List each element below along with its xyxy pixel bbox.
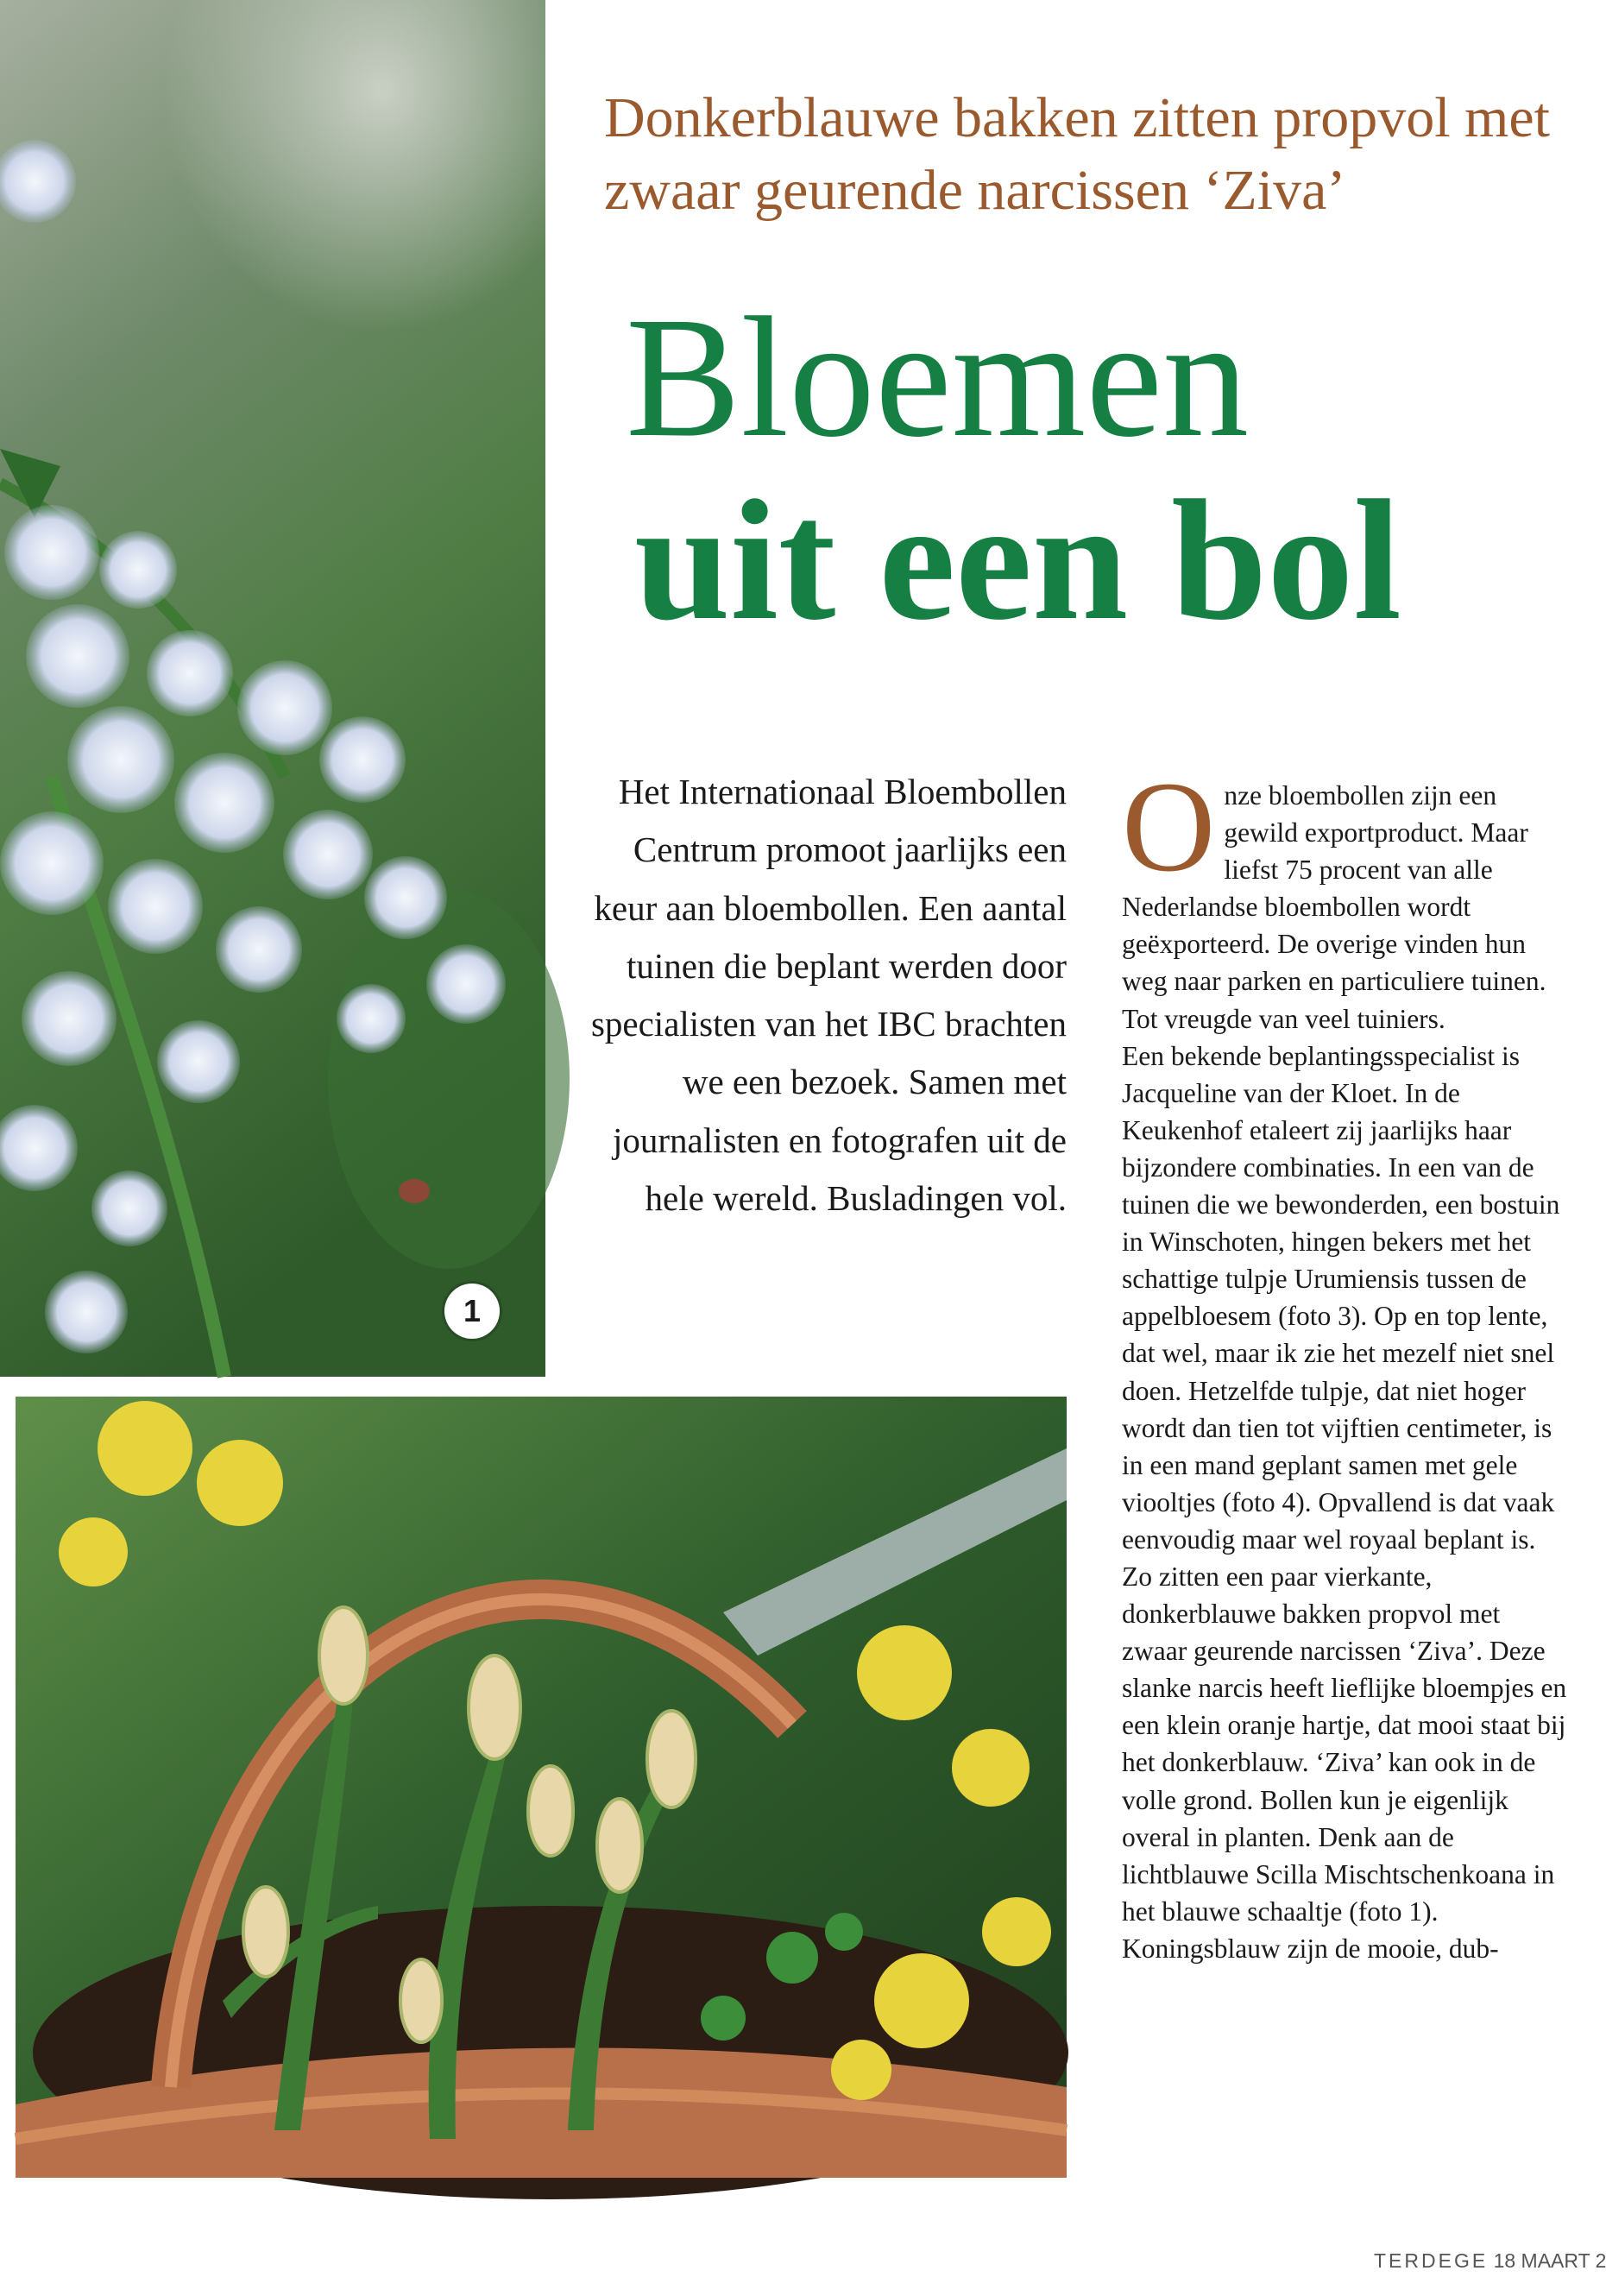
issue-date: 18 MAART 2 (1493, 2249, 1606, 2272)
page-footer (1374, 2249, 1606, 2273)
body-column (1122, 755, 1571, 1967)
body-paragraph-1: nze bloembollen zijn een gewild exportproduct. Maar liefst 75 procent van alle Nederlandse bloembollen wordt geëxporteerd. De overige vinden hun weg naar parken en particuliere tuinen. Tot vreugde van veel tuiniers. (1122, 780, 1546, 1034)
kicker-subtitle: Donkerblauwe bakken zitten propvol met zwaar geurende narcissen ‘Ziva’ (604, 86, 1550, 222)
headline-line-1: Bloemen (626, 282, 1250, 473)
headline-line-2: uit een bol (634, 465, 1401, 656)
photo-tulip-basket (16, 1397, 1067, 2178)
intro-paragraph: Het Internationaal Bloembollen Centrum promoot jaarlijks een keur aan bloembollen. Een aantal tuinen die beplant werden door specialisten van het IBC brachten we een bezoek. Samen met journalisten en fotografen uit de hele wereld. Busladingen vol. (590, 772, 1067, 1219)
basket-illustration (16, 1397, 1067, 2178)
scilla-illustration (0, 0, 545, 1377)
drop-cap: O (1122, 755, 1216, 899)
photo-scilla-flowers (0, 0, 545, 1377)
body-paragraph-2: Een bekende beplantingsspecialist is Jacqueline van der Kloet. In de Keukenhof etaleert zij jaarlijks haar bijzondere combinaties. In een van de tuinen die we bewonderden, een bostuin in Winschoten, hingen bekers met het schattige tulpje Urumiensis tussen de appelbloesem (foto 3). Op en top lente, dat wel, maar ik zie het mezelf niet snel doen. Hetzelfde tulpje, dat niet hoger wordt dan tien tot vijftien centimeter, is in een mand geplant samen met gele viooltjes (foto 4). Opvallend is dat vaak eenvoudig maar wel royaal beplant is. Zo zitten een paar vierkante, donkerblauwe bakken propvol met zwaar geurende narcissen ‘Ziva’. Deze slanke narcis heeft lieflijke bloempjes en een klein oranje hartje, dat mooi staat bij het donkerblauw. ‘Ziva’ kan ook in de volle grond. Bollen kun je eigenlijk overal in planten. Denk aan de lichtblauwe Scilla Mischtschenkoana in het blauwe schaaltje (foto 1). Koningsblauw zijn de mooie, dub- (1122, 1040, 1567, 1964)
photo-number-badge: 1 (444, 1284, 500, 1339)
magazine-name: TERDEGE (1374, 2249, 1489, 2272)
